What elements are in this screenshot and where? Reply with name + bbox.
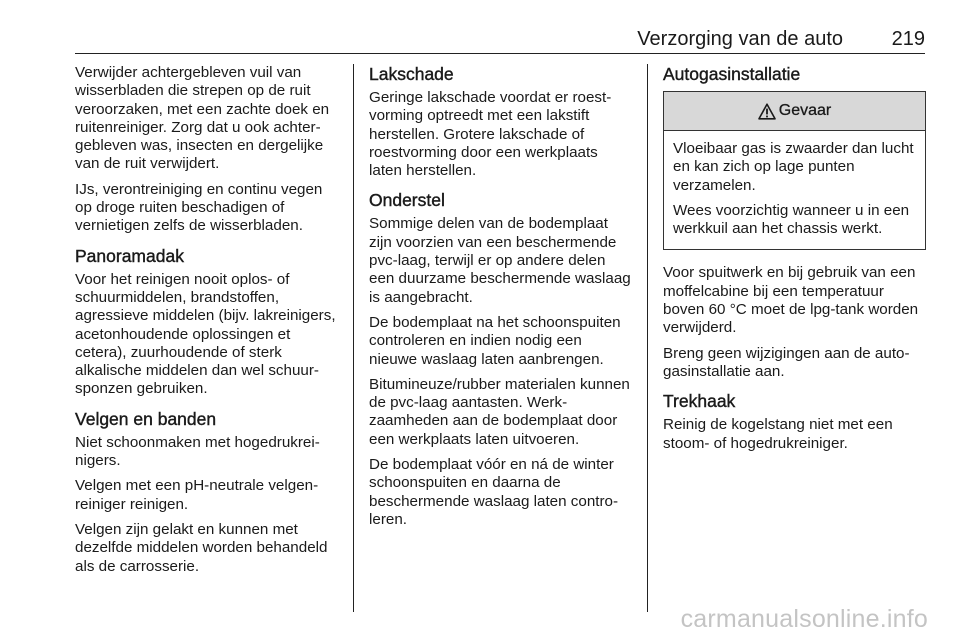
paragraph: Vloeibaar gas is zwaarder dan lucht en kan zich op lage punten verzamelen. — [673, 140, 914, 194]
paragraph: De bodemplaat vóór en ná de winter schoonspuiten en daarna de beschermende waslaag laten controleren. — [369, 456, 619, 528]
column-divider — [647, 64, 648, 612]
paragraph: Breng geen wijzigingen aan de autogasinstallatie aan. — [663, 344, 910, 380]
warning-body — [664, 131, 925, 249]
warning-triangle-icon — [758, 103, 776, 120]
paragraph: Verwijder achtergebleven vuil van wisserbladen die strepen op de ruit veroorzaken, met een zachte doek en ruitenreiniger. Zorg dat u ook achtergebleven was, insecten en dergelijke van de ruit verwijdert. — [75, 64, 330, 173]
page-header — [75, 27, 925, 54]
paragraph: Voor het reinigen nooit oplos- of schuurmiddelen, brandstoffen, agressieve middelen (bijv. lakreinigers, acetonhoudende oplossingen et cetera), zuurhoudende of sterk alkalische middelen dan wel schuursponzen gebruiken. — [75, 270, 336, 398]
paragraph: Voor spuitwerk en bij gebruik van een moffelcabine bij een temperatuur boven 60 °C moet de lpg-tank worden verwijderd. — [663, 264, 919, 337]
column-divider — [353, 64, 354, 612]
column-left — [75, 64, 341, 583]
paragraph: Wees voorzichtig wanneer u in een werkkuil aan het chassis werkt. — [673, 201, 910, 238]
column-middle — [369, 64, 633, 536]
paragraph: Velgen met een pH-neutrale velgenreiniger reinigen. — [75, 477, 319, 513]
warning-box — [663, 91, 926, 250]
section-heading-velgen: Velgen en banden — [75, 408, 217, 429]
paragraph: Velgen zijn gelakt en kunnen met dezelfde middelen worden behandeld als de carrosserie. — [75, 520, 328, 575]
paragraph: Reinig de kogelstang niet met een stoom- of hogedrukreiniger. — [663, 416, 893, 452]
paragraph: De bodemplaat na het schoonspuiten controleren en indien nodig een nieuwe waslaag laten aanbrengen. — [369, 313, 621, 368]
paragraph: Niet schoonmaken met hogedrukreinigers. — [75, 433, 320, 470]
paragraph: Bitumineuze/rubber materialen kunnen de pvc-laag aantasten. Werkzaamheden aan de bodemplaat door een werkplaats laten uitvoeren. — [369, 375, 630, 448]
watermark: carmanualsonline.info — [680, 605, 928, 633]
section-heading-onderstel: Onderstel — [369, 190, 445, 211]
section-heading-panoramadak: Panoramadak — [75, 245, 184, 266]
warning-header — [664, 92, 925, 131]
paragraph: Geringe lakschade voordat er roestvorming optreedt met een lakstift herstellen. Grotere lakschade of roestvorming door een werkplaats laten herstellen. — [369, 89, 612, 180]
page-title: Verzorging van de auto — [637, 28, 843, 50]
page-number: 219 — [891, 28, 925, 50]
warning-label: Gevaar — [778, 101, 832, 119]
section-heading-trekhaak: Trekhaak — [663, 391, 736, 412]
column-right — [663, 64, 927, 460]
section-heading-lakschade: Lakschade — [369, 64, 454, 84]
paragraph: Sommige delen van de bodemplaat zijn voorzien van een beschermende pvc-laag, terwijl er op andere delen een duurzame beschermende waslaag is aangebracht. — [369, 215, 631, 306]
paragraph: IJs, verontreiniging en continu vegen op droge ruiten beschadigen of vernietigen zelfs de wisserbladen. — [75, 180, 323, 235]
section-heading-autogas: Autogasinstallatie — [663, 64, 801, 84]
